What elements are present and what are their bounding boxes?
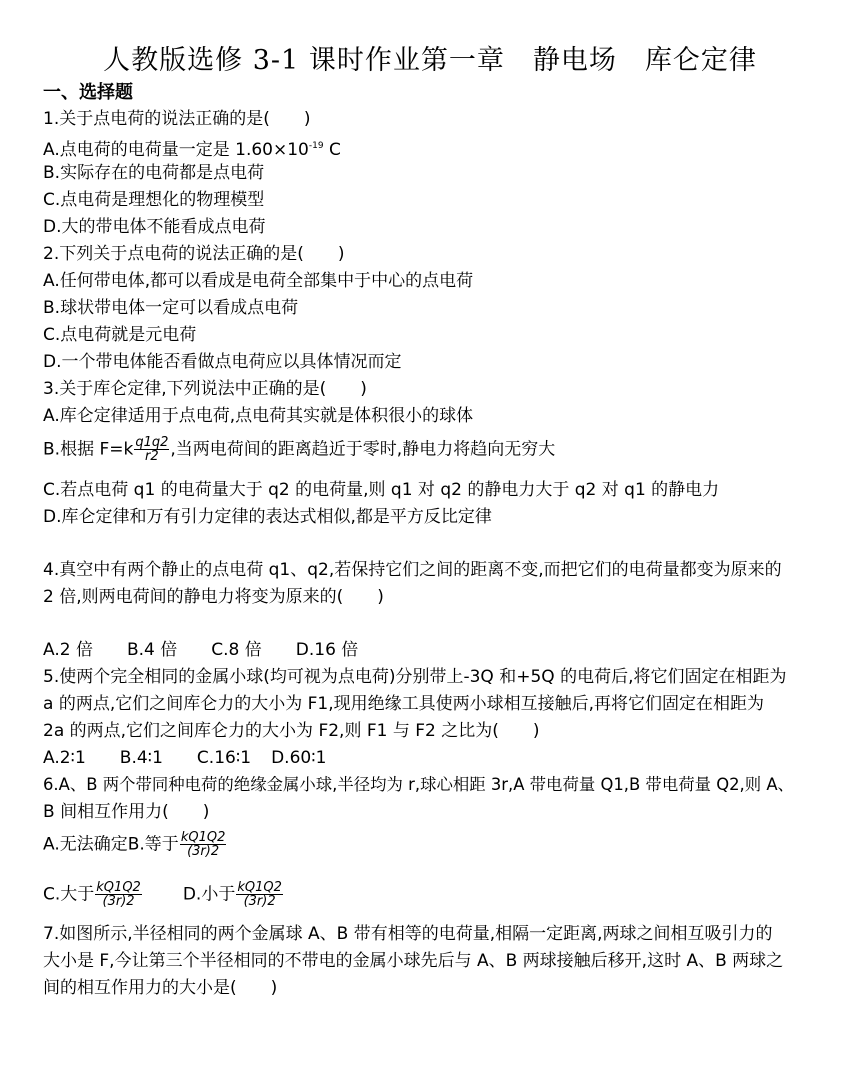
q3-option-d: D.库仑定律和万有引力定律的表达式相似,都是平方反比定律: [43, 507, 492, 527]
q6-option-c-fraction: [95, 881, 142, 908]
q1-option-b: B.实际存在的电荷都是点电荷: [43, 163, 265, 183]
q1-option-c: C.点电荷是理想化的物理模型: [43, 190, 265, 210]
section-heading: 一、选择题: [43, 82, 133, 103]
q7-stem-line3: 间的相互作用力的大小是( ): [43, 978, 278, 998]
q4-stem-line2: 2 倍,则两电荷间的静电力将变为原来的( ): [43, 587, 384, 607]
q5-option-c: C.16∶1: [196, 748, 252, 768]
q6-options-cd: [43, 881, 284, 908]
q1-option-a-unit: C: [323, 140, 341, 160]
fraction-numerator: kQ1Q2: [180, 830, 226, 845]
q5-option-d: D.60∶1: [271, 748, 327, 768]
fraction-numerator: kQ1Q2: [96, 880, 141, 895]
q6-option-d-text: D.小于: [182, 884, 236, 905]
q6-option-d-fraction: [236, 881, 283, 908]
q7-stem-line2: 大小是 F,今让第三个半径相同的不带电的金属小球先后与 A、B 两球接触后移开,这时 A、B 两球之: [43, 951, 784, 971]
coulomb-fraction: [134, 436, 169, 463]
fraction-numerator: kQ1Q2: [237, 880, 282, 895]
fraction-denominator: (3r)2: [102, 894, 135, 909]
q5-stem-line1: 5.使两个完全相同的金属小球(均可视为点电荷)分别带上-3Q 和+5Q 的电荷后,将它们固定在相距为: [43, 667, 787, 687]
q2-option-c: C.点电荷就是元电荷: [43, 325, 197, 345]
q4-option-b: B.4 倍: [126, 640, 178, 660]
fraction-denominator: (3r)2: [243, 894, 276, 909]
q1-option-a: [43, 134, 341, 162]
q5-option-a: A.2∶1: [43, 748, 86, 768]
fraction-denominator: r2: [145, 449, 159, 464]
fraction-numerator: q1q2: [135, 435, 169, 450]
q4-option-c: C.8 倍: [211, 640, 262, 660]
q2-stem: 2.下列关于点电荷的说法正确的是( ): [43, 244, 345, 264]
q4-stem-line1: 4.真空中有两个静止的点电荷 q1、q2,若保持它们之间的距离不变,而把它们的电荷量都变为原来的: [43, 560, 782, 580]
q6-option-b-text: B.等于: [127, 834, 179, 855]
q3-option-c: C.若点电荷 q1 的电荷量大于 q2 的电荷量,则 q1 对 q2 的静电力大于 q2 对 q1 的静电力: [43, 480, 720, 500]
q6-option-b-fraction: [180, 831, 227, 858]
q1-option-d: D.大的带电体不能看成点电荷: [43, 217, 266, 237]
q2-option-b: B.球状带电体一定可以看成点电荷: [43, 298, 299, 318]
q2-option-a: A.任何带电体,都可以看成是电荷全部集中于中心的点电荷: [43, 271, 474, 291]
q3-option-b: [43, 436, 555, 463]
q6-option-a: A.无法确定: [43, 834, 128, 855]
q4-option-d: D.16 倍: [295, 640, 359, 660]
q4-options: [43, 638, 358, 662]
fraction-denominator: (3r)2: [187, 844, 220, 859]
q6-options-ab: [43, 831, 227, 858]
q6-stem-line2: B 间相互作用力( ): [43, 802, 210, 822]
q5-stem-line3: 2a 的两点,它们之间库仑力的大小为 F2,则 F1 与 F2 之比为( ): [43, 721, 540, 741]
q4-option-a: A.2 倍: [43, 640, 93, 660]
q3-option-a: A.库仑定律适用于点电荷,点电荷其实就是体积很小的球体: [43, 406, 474, 426]
q1-stem: 1.关于点电荷的说法正确的是( ): [43, 109, 311, 129]
q3-stem: 3.关于库仑定律,下列说法中正确的是( ): [43, 379, 367, 399]
q5-stem-line2: a 的两点,它们之间库仑力的大小为 F1,现用绝缘工具使两小球相互接触后,再将它们固定在相距为: [43, 694, 765, 714]
q3-option-b-text: B.根据 F=k: [43, 439, 134, 460]
q6-stem-line1: 6.A、B 两个带同种电荷的绝缘金属小球,半径均为 r,球心相距 3r,A 带电荷量 Q1,B 带电荷量 Q2,则 A、: [43, 775, 794, 794]
q5-option-b: B.4∶1: [119, 748, 163, 768]
document-title: 人教版选修 3-1 课时作业第一章 静电场 库仑定律: [103, 45, 757, 76]
q3-option-b-rest: ,当两电荷间的距离趋近于零时,静电力将趋向无穷大: [170, 439, 556, 460]
q5-options: [43, 746, 326, 770]
q1-option-a-text: A.点电荷的电荷量一定是 1.60×10: [43, 140, 309, 160]
q7-stem-line1: 7.如图所示,半径相同的两个金属球 A、B 带有相等的电荷量,相隔一定距离,两球之间相互吸引力的: [43, 924, 773, 944]
q6-option-c-text: C.大于: [43, 884, 95, 905]
q1-option-a-exponent: -19: [308, 141, 324, 151]
q2-option-d: D.一个带电体能否看做点电荷应以具体情况而定: [43, 352, 402, 372]
